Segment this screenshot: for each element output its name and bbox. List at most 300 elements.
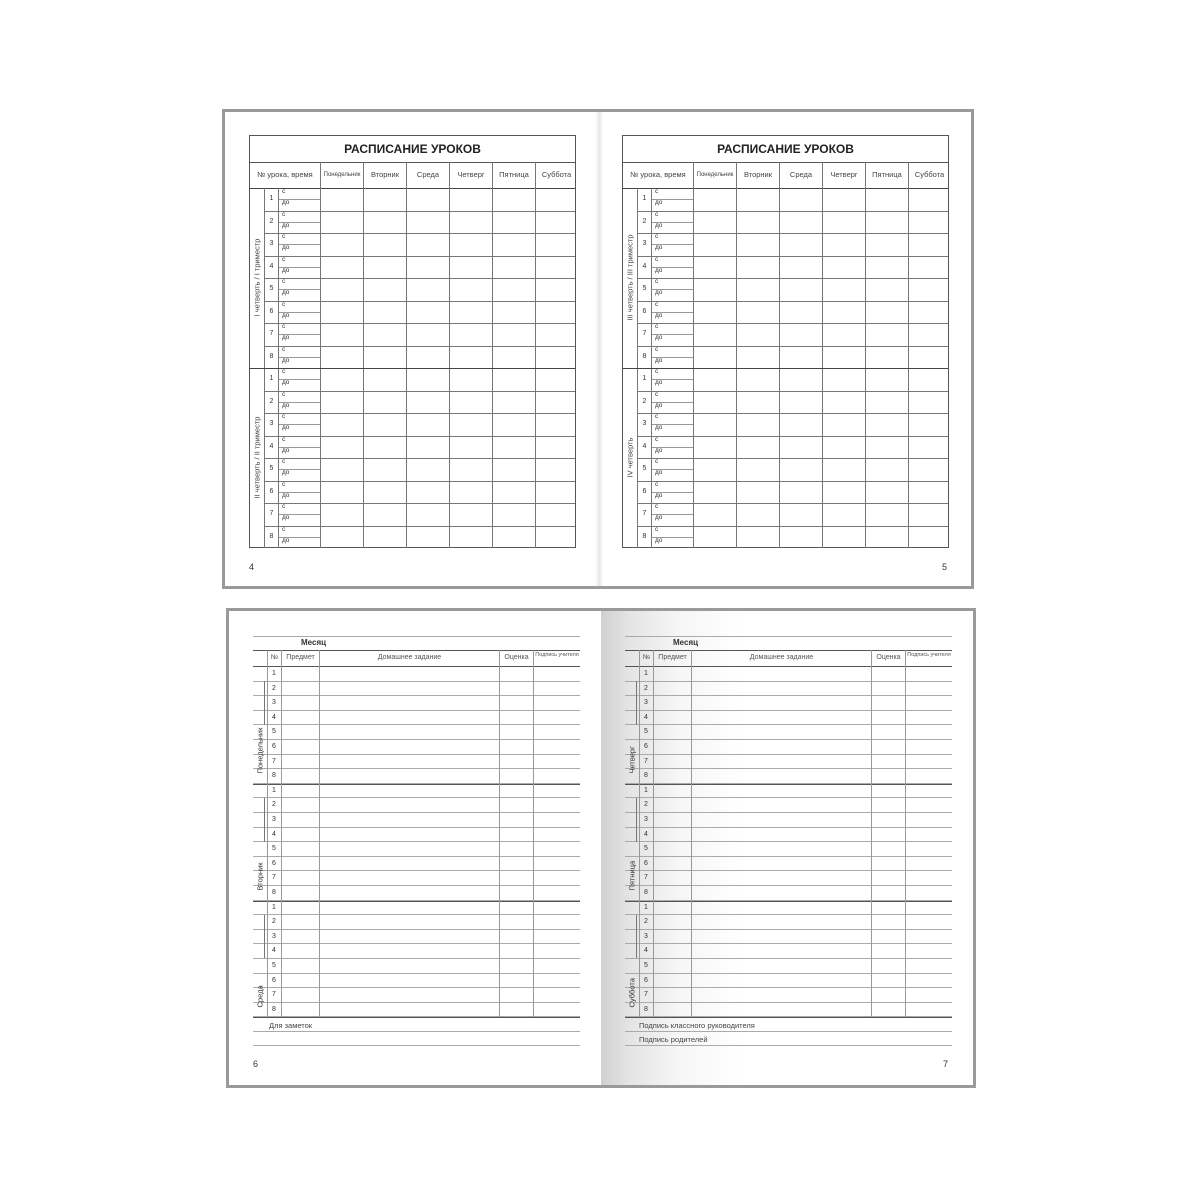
lesson-number: 4 <box>264 256 279 279</box>
diary-row <box>625 901 952 916</box>
diary-header-cell: Предмет <box>281 651 319 666</box>
lesson-row <box>264 256 577 279</box>
time-to-label: до <box>282 379 290 386</box>
column-divider <box>267 650 268 1017</box>
schedule-header-cell: Суббота <box>908 162 950 188</box>
row-number: 7 <box>644 757 648 765</box>
page-number: 7 <box>943 1059 949 1069</box>
time-divider <box>279 199 320 200</box>
lesson-row <box>264 436 577 459</box>
row-divider <box>637 301 948 302</box>
diary-row <box>253 696 580 711</box>
diary-row <box>253 682 580 697</box>
schedule-header-cell: Суббота <box>535 162 577 188</box>
time-from-label: с <box>282 368 286 375</box>
row-divider <box>264 211 575 212</box>
time-from-label: с <box>282 458 286 465</box>
lesson-time-cell <box>652 503 693 526</box>
lesson-number: 5 <box>637 458 652 481</box>
row-divider <box>264 503 575 504</box>
lesson-row <box>637 301 950 324</box>
time-from-label: с <box>655 345 659 353</box>
column-divider <box>639 650 640 1017</box>
time-divider <box>279 447 320 448</box>
time-from-label: с <box>282 300 286 308</box>
diary-header-cell: Домашнее задание <box>691 651 871 666</box>
diary-row <box>253 740 580 755</box>
row-divider <box>637 503 948 504</box>
row-divider <box>264 256 575 257</box>
row-number: 5 <box>644 962 648 969</box>
row-number: 7 <box>272 991 276 999</box>
row-number: 6 <box>272 743 276 750</box>
lesson-number: 2 <box>637 211 652 234</box>
day-label: Суббота <box>627 978 637 1008</box>
row-number: 5 <box>272 728 276 736</box>
row-number: 3 <box>644 932 648 940</box>
time-to-label: до <box>282 289 290 296</box>
diary-row <box>253 886 580 901</box>
lesson-number: 2 <box>637 391 652 414</box>
time-divider <box>279 492 320 493</box>
footer-line <box>253 1045 580 1046</box>
diary-row <box>253 755 580 770</box>
row-number: 4 <box>272 947 276 955</box>
time-divider <box>652 267 693 268</box>
row-number: 5 <box>644 845 648 853</box>
column-divider <box>281 650 282 1017</box>
schedule-header-cell: Четверг <box>822 162 865 188</box>
schedule-spread <box>222 109 974 589</box>
month-label: Месяц <box>673 638 699 647</box>
day-date-line <box>264 915 265 959</box>
term-label: I четверть / I триместр <box>252 238 262 317</box>
lesson-row <box>264 278 577 301</box>
lesson-number: 6 <box>637 301 652 324</box>
row-number: 8 <box>272 1005 276 1013</box>
time-to-label: до <box>282 469 290 476</box>
row-number: 4 <box>644 713 648 721</box>
row-number: 6 <box>272 976 276 984</box>
time-from-label: с <box>282 210 286 218</box>
column-divider <box>533 650 534 1017</box>
row-number: 2 <box>644 918 648 926</box>
diary-row <box>625 857 952 872</box>
lesson-time-cell <box>652 413 693 436</box>
column-divider <box>871 650 872 1017</box>
day-date-line <box>636 681 637 725</box>
lesson-time-cell <box>279 503 320 526</box>
diary-header-cell: № <box>267 651 281 666</box>
diary-row <box>253 828 580 843</box>
page-number: 6 <box>253 1059 259 1069</box>
row-number: 1 <box>272 903 276 911</box>
diary-row <box>253 901 580 916</box>
time-from-label: с <box>282 503 286 510</box>
row-number: 2 <box>644 801 648 809</box>
diary-row <box>253 944 580 959</box>
lesson-time-cell <box>652 481 693 504</box>
row-divider <box>264 233 575 234</box>
schedule-header-cell: № урока, время <box>630 170 686 179</box>
time-to-label: до <box>655 289 663 296</box>
row-number: 1 <box>272 670 276 677</box>
lesson-time-cell <box>279 323 320 346</box>
time-divider <box>279 379 320 380</box>
row-divider <box>264 413 575 414</box>
diary-row <box>253 915 580 930</box>
row-divider <box>264 391 575 392</box>
day-date-line <box>636 798 637 842</box>
lesson-number: 4 <box>637 256 652 279</box>
row-divider <box>637 526 948 527</box>
lesson-row <box>264 458 577 481</box>
row-number: 8 <box>272 772 276 780</box>
term-label: III четверть / III триместр <box>625 234 635 321</box>
lesson-time-cell <box>279 413 320 436</box>
row-number: 7 <box>644 991 648 999</box>
row-number: 2 <box>272 918 276 926</box>
lesson-number: 5 <box>264 458 279 481</box>
row-number: 2 <box>272 684 276 692</box>
day-divider <box>253 901 580 902</box>
day-label: Четверг <box>627 746 637 774</box>
time-divider <box>652 514 693 515</box>
lesson-number: 5 <box>637 278 652 301</box>
diary-header-cell: № <box>639 651 653 666</box>
time-to-label: до <box>655 266 663 274</box>
diary-table <box>253 636 580 1056</box>
time-divider <box>652 424 693 425</box>
table-bottom <box>253 1017 580 1018</box>
schedule-header-cell: Среда <box>406 162 449 188</box>
row-divider <box>264 458 575 459</box>
lesson-time-cell <box>279 211 320 234</box>
lesson-number: 5 <box>264 278 279 301</box>
table-bottom <box>625 1017 952 1018</box>
lesson-row <box>637 323 950 346</box>
schedule-header-row <box>250 162 575 189</box>
lesson-number: 7 <box>264 503 279 526</box>
month-line <box>253 636 580 637</box>
day-date-line <box>636 915 637 959</box>
diary-row <box>625 696 952 711</box>
time-from-label: с <box>655 503 659 510</box>
time-divider <box>279 402 320 403</box>
lesson-time-cell <box>279 481 320 504</box>
month-line <box>625 636 952 637</box>
diary-row <box>625 842 952 857</box>
lesson-number: 7 <box>637 323 652 346</box>
month-label: Месяц <box>301 638 327 647</box>
schedule-header-cell: Вторник <box>363 162 406 188</box>
row-divider <box>264 301 575 302</box>
row-number: 6 <box>644 976 648 984</box>
lesson-number: 8 <box>264 346 279 369</box>
time-divider <box>279 334 320 335</box>
time-to-label: до <box>282 334 290 341</box>
time-from-label: с <box>282 525 286 533</box>
lesson-row <box>264 368 577 391</box>
lesson-row <box>264 503 577 526</box>
row-divider <box>250 368 575 369</box>
time-from-label: с <box>655 525 659 533</box>
day-date-line <box>264 798 265 842</box>
diary-row <box>625 667 952 682</box>
diary-row <box>625 1003 952 1018</box>
lesson-number: 6 <box>264 481 279 504</box>
lesson-time-cell <box>652 323 693 346</box>
time-from-label: с <box>655 458 659 465</box>
diary-row <box>625 740 952 755</box>
row-number: 5 <box>272 962 276 969</box>
time-to-label: до <box>282 356 290 364</box>
lesson-time-cell <box>652 211 693 234</box>
day-label: Пятница <box>627 861 637 891</box>
time-divider <box>279 469 320 470</box>
row-divider <box>637 233 948 234</box>
footer-line <box>625 1045 952 1046</box>
time-from-label: с <box>655 323 659 330</box>
time-from-label: с <box>655 278 659 285</box>
row-number: 4 <box>644 947 648 955</box>
day-label: Понедельник <box>255 727 265 774</box>
diary-row <box>253 930 580 945</box>
lesson-time-cell <box>652 188 693 211</box>
lesson-row <box>637 436 950 459</box>
row-number: 1 <box>272 786 276 794</box>
diary-row <box>625 798 952 813</box>
lesson-row <box>264 233 577 256</box>
schedule-title: РАСПИСАНИЕ УРОКОВ <box>250 136 575 163</box>
row-divider <box>637 256 948 257</box>
time-from-label: с <box>655 300 659 308</box>
time-divider <box>652 312 693 313</box>
lesson-number: 3 <box>264 233 279 256</box>
time-from-label: с <box>282 390 286 398</box>
diary-header-cell: Подпись учителя <box>533 651 580 666</box>
schedule-header-cell: Пятница <box>865 162 908 188</box>
time-to-label: до <box>655 446 663 454</box>
diary-row <box>253 725 580 740</box>
row-number: 7 <box>272 757 276 765</box>
lesson-number: 2 <box>264 391 279 414</box>
time-to-label: до <box>282 221 290 229</box>
row-divider <box>637 458 948 459</box>
time-from-label: с <box>655 233 659 240</box>
lesson-row <box>264 481 577 504</box>
time-from-label: с <box>282 345 286 353</box>
time-divider <box>652 222 693 223</box>
lesson-time-cell <box>279 391 320 414</box>
lesson-time-cell <box>279 436 320 459</box>
lesson-row <box>637 233 950 256</box>
diary-row <box>625 682 952 697</box>
time-divider <box>279 537 320 538</box>
diary-row <box>625 828 952 843</box>
row-divider <box>637 278 948 279</box>
lesson-number: 1 <box>264 188 279 211</box>
footer-text: Подпись родителей <box>639 1035 708 1045</box>
row-divider <box>637 481 948 482</box>
lesson-number: 1 <box>637 188 652 211</box>
diary-row <box>253 871 580 886</box>
lesson-time-cell <box>652 301 693 324</box>
lesson-number: 2 <box>264 211 279 234</box>
lesson-row <box>637 211 950 234</box>
page-7 <box>601 611 973 1085</box>
time-divider <box>279 312 320 313</box>
row-divider <box>637 436 948 437</box>
day-divider <box>625 784 952 785</box>
diary-row <box>625 944 952 959</box>
lesson-row <box>264 211 577 234</box>
lesson-row <box>637 503 950 526</box>
diary-row <box>253 842 580 857</box>
time-to-label: до <box>655 514 663 521</box>
time-divider <box>279 289 320 290</box>
lesson-row <box>637 256 950 279</box>
time-from-label: с <box>655 413 659 420</box>
lesson-time-cell <box>279 458 320 481</box>
diary-row <box>253 784 580 799</box>
lesson-row <box>264 188 577 211</box>
row-divider <box>264 278 575 279</box>
lesson-time-cell <box>652 391 693 414</box>
lesson-time-cell <box>279 526 320 549</box>
row-divider <box>264 323 575 324</box>
column-divider <box>691 650 692 1017</box>
time-to-label: до <box>282 424 290 431</box>
time-divider <box>652 447 693 448</box>
row-divider <box>637 391 948 392</box>
row-number: 6 <box>272 859 276 867</box>
diary-header-cell: Оценка <box>871 651 905 666</box>
schedule-table <box>249 135 576 548</box>
time-from-label: с <box>282 233 286 240</box>
row-number: 4 <box>272 713 276 721</box>
diary-row <box>625 813 952 828</box>
time-to-label: до <box>282 491 290 499</box>
lesson-number: 8 <box>637 346 652 369</box>
schedule-header-cell: Понедельник <box>320 162 363 188</box>
lesson-time-cell <box>652 368 693 391</box>
schedule-header-row <box>623 162 948 189</box>
lesson-number: 1 <box>264 368 279 391</box>
lesson-number: 8 <box>637 526 652 549</box>
time-divider <box>279 267 320 268</box>
time-from-label: с <box>655 188 659 195</box>
lesson-row <box>637 481 950 504</box>
row-number: 6 <box>644 859 648 867</box>
lesson-time-cell <box>279 256 320 279</box>
row-number: 8 <box>644 772 648 780</box>
lesson-row <box>264 391 577 414</box>
time-from-label: с <box>282 323 286 330</box>
page-number: 4 <box>249 562 255 572</box>
time-to-label: до <box>655 334 663 341</box>
time-from-label: с <box>655 368 659 375</box>
row-divider <box>264 526 575 527</box>
time-from-label: с <box>282 278 286 285</box>
time-divider <box>652 537 693 538</box>
lesson-time-cell <box>652 458 693 481</box>
time-to-label: до <box>655 356 663 364</box>
time-to-label: до <box>655 536 663 544</box>
diary-row <box>253 711 580 726</box>
diary-row <box>625 871 952 886</box>
row-divider <box>264 436 575 437</box>
schedule-title: РАСПИСАНИЕ УРОКОВ <box>623 136 948 163</box>
lesson-row <box>637 278 950 301</box>
footer-line <box>253 1031 580 1032</box>
schedule-header-cell: № урока, время <box>257 170 313 179</box>
time-to-label: до <box>282 514 290 521</box>
lesson-row <box>264 346 577 369</box>
row-number: 1 <box>644 670 648 677</box>
page-6 <box>229 611 601 1085</box>
diary-row <box>253 959 580 974</box>
time-to-label: до <box>282 199 290 206</box>
row-number: 4 <box>644 830 648 838</box>
schedule-header-cell: Понедельник <box>693 162 736 188</box>
column-divider <box>499 650 500 1017</box>
row-number: 1 <box>644 903 648 911</box>
lesson-row <box>264 526 577 549</box>
diary-header-cell: Домашнее задание <box>319 651 499 666</box>
lesson-time-cell <box>279 368 320 391</box>
time-to-label: до <box>282 244 290 251</box>
lesson-row <box>637 368 950 391</box>
time-to-label: до <box>655 401 663 409</box>
time-to-label: до <box>655 424 663 431</box>
time-from-label: с <box>655 210 659 218</box>
row-number: 8 <box>272 889 276 896</box>
lesson-time-cell <box>652 278 693 301</box>
term-label: IV четверть <box>625 437 635 478</box>
lesson-number: 3 <box>264 413 279 436</box>
time-to-label: до <box>282 401 290 409</box>
lesson-time-cell <box>652 346 693 369</box>
row-number: 5 <box>272 845 276 853</box>
row-number: 7 <box>272 874 276 882</box>
diary-row <box>625 974 952 989</box>
footer-text: Для заметок <box>269 1021 313 1031</box>
row-number: 3 <box>644 699 648 707</box>
lesson-number: 3 <box>637 233 652 256</box>
row-divider <box>264 481 575 482</box>
time-to-label: до <box>655 469 663 476</box>
diary-row <box>253 798 580 813</box>
time-divider <box>652 379 693 380</box>
column-divider <box>653 650 654 1017</box>
diary-row <box>253 857 580 872</box>
lesson-row <box>637 413 950 436</box>
time-to-label: до <box>655 311 663 319</box>
column-divider <box>905 650 906 1017</box>
row-number: 2 <box>272 801 276 809</box>
diary-row <box>625 988 952 1003</box>
row-number: 3 <box>644 816 648 823</box>
time-to-label: до <box>655 491 663 499</box>
row-number: 8 <box>644 889 648 896</box>
lesson-time-cell <box>652 256 693 279</box>
time-from-label: с <box>282 255 286 263</box>
diary-header-cell: Подпись учителя <box>905 651 952 666</box>
time-divider <box>652 244 693 245</box>
time-divider <box>652 199 693 200</box>
time-divider <box>279 222 320 223</box>
